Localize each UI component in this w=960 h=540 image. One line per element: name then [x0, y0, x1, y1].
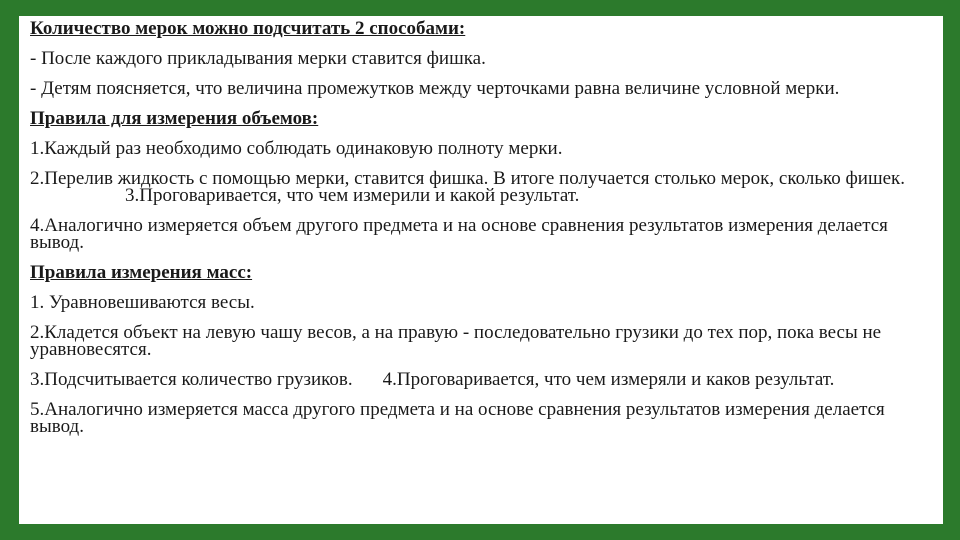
list-item: 2.Кладется объект на левую чашу весов, а на правую - последовательно грузики до тех пор, пока весы не уравновесятся.	[30, 322, 882, 360]
rule-text: 2.Перелив жидкость с помощью мерки, ставится фишка. В итоге получается столько мерок, сколько фишек.	[30, 168, 906, 189]
section-heading-counting-methods: Количество мерок можно подсчитать 2 способами:	[30, 18, 466, 39]
section-heading-volume-rules: Правила для измерения объемов:	[30, 108, 319, 129]
list-item: 4.Аналогично измеряется объем другого предмета и на основе сравнения результатов измерения делается вывод.	[30, 215, 888, 253]
rule-text: 4.Проговаривается, что чем измеряли и каков результат.	[382, 369, 835, 390]
list-item-combined	[30, 170, 935, 204]
slide-text	[30, 20, 935, 448]
list-item: 1.Каждый раз необходимо соблюдать одинаковую полноту мерки.	[30, 138, 563, 159]
rule-text: 3.Подсчитывается количество грузиков.	[30, 369, 353, 390]
slide	[19, 16, 943, 524]
list-item: - Детям поясняется, что величина промежутков между черточками равна величине условной мерки.	[30, 78, 840, 99]
list-item: 5.Аналогично измеряется масса другого предмета и на основе сравнения результатов измерения делается вывод.	[30, 399, 885, 437]
list-item: 1. Уравновешиваются весы.	[30, 292, 255, 313]
section-heading-mass-rules: Правила измерения масс:	[30, 262, 253, 283]
list-item-combined	[30, 371, 935, 388]
rule-text: 3.Проговаривается, что чем измерили и какой результат.	[125, 185, 580, 206]
list-item: - После каждого прикладывания мерки ставится фишка.	[30, 48, 486, 69]
